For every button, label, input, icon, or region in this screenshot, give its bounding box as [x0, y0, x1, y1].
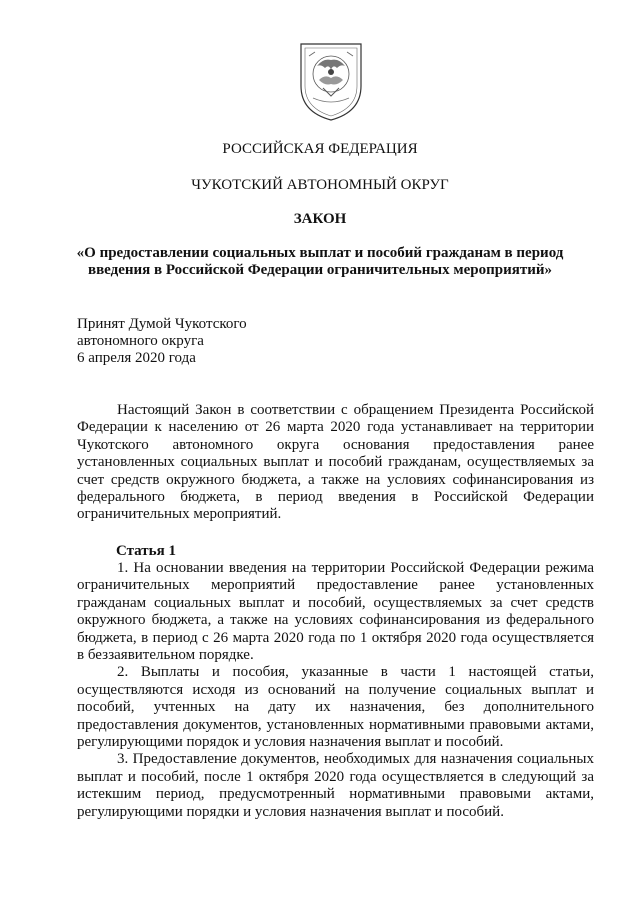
chukotka-coat-of-arms-icon: [295, 36, 367, 124]
text-line: предоставления документов, установленных нормативными правовыми актами,: [77, 716, 594, 733]
text-line: ограничительных мероприятий.: [77, 506, 282, 523]
text-line: пособий, учтенных на дату их назначения, без дополнительного: [77, 699, 594, 716]
text-line: регулирующими порядок и условия назначения выплат и пособий.: [77, 734, 504, 751]
preamble: [77, 402, 594, 524]
text-line: в беззаявительном порядке.: [77, 647, 254, 664]
law-title-line: «О предоставлении социальных выплат и пособий гражданам в период: [76, 245, 564, 261]
article-body: [77, 560, 594, 821]
header-region: ЧУКОТСКИЙ АВТОНОМНЫЙ ОКРУГ: [191, 177, 449, 193]
text-line: установленных социальных выплат и пособий гражданам, осуществляемых за: [77, 454, 594, 471]
adoption-line: Принят Думой Чукотского: [77, 316, 247, 332]
text-line: Чукотского автономного округа основания предоставления ранее: [77, 436, 594, 453]
text-line: бюджета, в период с 26 марта 2020 года по 1 октября 2020 года осуществляется: [77, 629, 594, 646]
law-title-line: введения в Российской Федерации ограничительных мероприятий»: [87, 262, 553, 278]
adoption-note: [77, 316, 247, 367]
adoption-line: 6 апреля 2020 года: [77, 350, 196, 366]
text-line: Федерации к населению от 26 марта 2020 года устанавливает на территории: [77, 419, 594, 436]
text-line: регулирующими порядки и условия назначения выплат и пособий.: [77, 803, 504, 820]
text-line: осуществляются исходя из оснований на получение социальных выплат и: [77, 681, 594, 698]
text-line: 2. Выплаты и пособия, указанные в части 1 настоящей статьи,: [117, 664, 594, 681]
law-title: [0, 245, 640, 279]
text-line: окружного бюджета, а также на условиях софинансирования из федерального: [77, 612, 594, 629]
text-line: выплат и пособий, после 1 октября 2020 года осуществляется в следующий за: [77, 768, 594, 785]
text-line: федерального бюджета, в период введения в Российской Федерации: [77, 489, 594, 506]
text-line: гражданам социальных выплат и пособий, осуществляемых за счет средств: [77, 594, 594, 611]
adoption-line: автономного округа: [77, 333, 204, 349]
text-line: истекшим период, предусмотренный нормативными правовыми актами,: [77, 786, 594, 803]
article-heading: Статья 1: [116, 543, 176, 559]
document-type: ЗАКОН: [293, 211, 347, 227]
text-line: ограничительных мероприятий предоставление ранее установленных: [77, 577, 594, 594]
text-line: 3. Предоставление документов, необходимых для назначения социальных: [117, 751, 594, 768]
header-country: РОССИЙСКАЯ ФЕДЕРАЦИЯ: [222, 141, 418, 157]
text-line: 1. На основании введения на территории Российской Федерации режима: [117, 560, 594, 576]
text-line: счет средств окружного бюджета, а также на условиях софинансирования из: [77, 471, 594, 488]
text-line: Настоящий Закон в соответствии с обращением Президента Российской: [117, 402, 594, 418]
